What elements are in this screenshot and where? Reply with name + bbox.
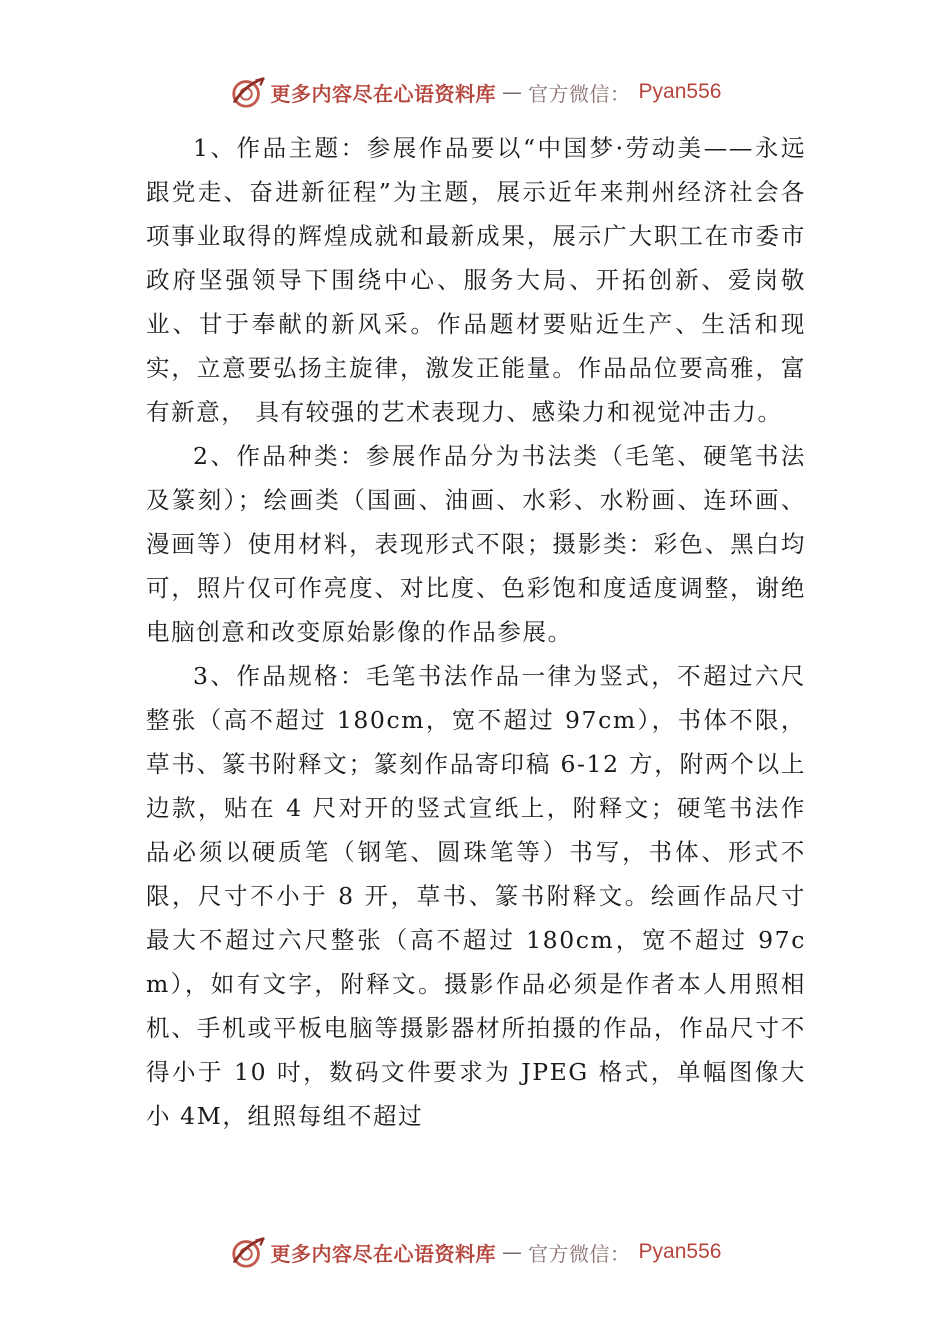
footer-wechat-id: Pyan556 bbox=[638, 1240, 722, 1263]
footer-official-label: 官方微信： bbox=[528, 1241, 631, 1266]
header-brand-text: 更多内容尽在心语资料库 bbox=[270, 81, 497, 106]
header-dash: — bbox=[502, 80, 523, 104]
footer-banner bbox=[0, 1230, 950, 1274]
footer-dash: — bbox=[502, 1240, 523, 1264]
paragraph-categories: 2、作品种类：参展作品分为书法类（毛笔、硬笔书法及篆刻）；绘画类（国画、油画、水彩、水粉画、连环画、 漫画等）使用材料，表现形式不限；摄影类：彩色、黑白均可，照片仅可作亮度、对比度、色彩饱和度适度调整，谢绝电脑创意和改变原始影像的作品参展。 bbox=[146, 442, 806, 646]
footer-brand-text: 更多内容尽在心语资料库 bbox=[270, 1241, 497, 1266]
header-banner bbox=[0, 70, 950, 114]
header-wechat-id: Pyan556 bbox=[638, 80, 722, 103]
header-official-label: 官方微信： bbox=[528, 81, 631, 106]
paragraph-theme: 1、作品主题：参展作品要以“中国梦·劳动美——永远跟党走、奋进新征程”为主题，展示近年来荆州经济社会各项事业取得的辉煌成就和最新成果，展示广大职工在市委市政府坚强领导下围绕中心、服务大局、开拓创新、爱岗敬业、甘于奉献的新风采。作品题材要贴近生产、生活和现实，立意要弘扬主旋律，激发正能量。作品品位要高雅，富有新意， 具有较强的艺术表现力、感染力和视觉冲击力。 bbox=[146, 134, 806, 426]
brand-logo-icon bbox=[229, 1233, 267, 1271]
brand-logo-icon bbox=[229, 73, 267, 111]
document-body bbox=[146, 126, 806, 1138]
paragraph-specifications: 3、作品规格：毛笔书法作品一律为竖式，不超过六尺整张（高不超过 180cm，宽不超过 97cm），书体不限，草书、篆书附释文；篆刻作品寄印稿 6-12 方，附两个以上边款，贴在 4 尺对开的竖式宣纸上，附释文；硬笔书法作品必须以硬质笔（钢笔、圆珠笔等）书写，书体、形式不限，尺寸不小于 8 开，草书、篆书附释文。绘画作品尺寸最大不超过六尺整张（高不超过 180cm，宽不超过 97cm），如有文字，附释文。摄影作品必须是作者本人用照相机、手机或平板电脑等摄影器材所拍摄的作品，作品尺寸不得小于 10 吋，数码文件要求为 JPEG 格式，单幅图像大小 4M，组照每组不超过 bbox=[146, 662, 806, 1130]
